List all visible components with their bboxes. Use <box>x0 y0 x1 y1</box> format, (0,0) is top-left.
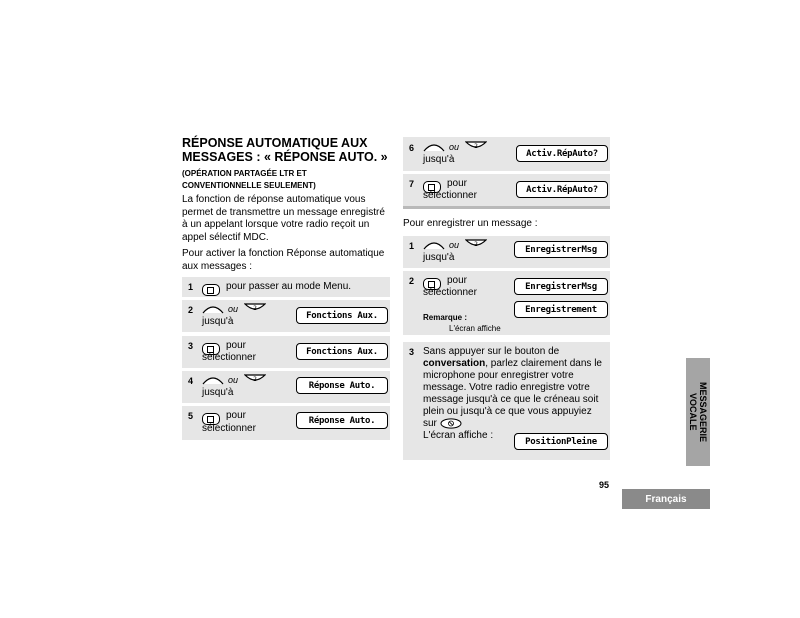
step-text: pour passer au mode Menu. <box>226 281 352 292</box>
ou-text: ou <box>228 304 239 314</box>
step-3-line-rest: , parlez clairement dans le <box>485 358 602 369</box>
step-3-line: L'écran affiche : <box>423 430 494 442</box>
cancel-key-icon <box>440 418 462 429</box>
step-row-6 <box>403 137 610 171</box>
scroll-down-key-icon <box>465 239 487 249</box>
step-number: 4 <box>188 376 194 386</box>
step-3-line: microphone pour enregistrer votre <box>423 370 574 381</box>
conversation-keyword: conversation <box>423 358 486 369</box>
step-text: jusqu'à <box>202 316 234 327</box>
lcd-display: EnregistrerMsg <box>514 278 608 295</box>
note-label: Remarque : <box>423 313 468 322</box>
menu-select-key-icon <box>202 281 220 299</box>
step-text: pour <box>447 275 468 286</box>
svg-text:2: 2 <box>253 376 257 383</box>
section-title <box>182 136 397 164</box>
activate-line: Pour activer la fonction Réponse automatique <box>182 248 385 259</box>
title-line-2: MESSAGES : « RÉPONSE AUTO. » <box>182 150 388 164</box>
svg-text:2: 2 <box>474 241 478 248</box>
step-number: 3 <box>188 341 194 351</box>
activate-line: aux messages : <box>182 260 253 272</box>
step-text: pour <box>447 178 468 189</box>
step-text: sélectionner <box>202 352 256 363</box>
page-number: 95 <box>599 480 610 490</box>
title-line-1: RÉPONSE AUTOMATIQUE AUX <box>182 136 368 150</box>
record-step-2 <box>403 271 610 335</box>
side-tab-line-2: VOCALE <box>688 393 698 431</box>
step-row-3 <box>182 336 390 368</box>
language-tab: Français <box>622 489 710 509</box>
step-number: 1 <box>409 241 415 251</box>
step-row-4 <box>182 371 390 403</box>
step-number: 6 <box>409 143 415 153</box>
ou-text: ou <box>228 375 239 385</box>
intro-line: à un appelant lorsque votre radio reçoit un <box>182 219 370 230</box>
intro-line: appel sélectif MDC. <box>182 231 269 243</box>
scroll-up-key-icon <box>423 142 445 152</box>
side-tab-line-1: MESSAGERIE <box>698 381 708 442</box>
lcd-display: Fonctions Aux. <box>296 343 388 360</box>
step-text: sélectionner <box>423 190 477 201</box>
step-text: pour <box>226 340 247 351</box>
scroll-up-key-icon <box>423 240 445 250</box>
step-row-7 <box>403 174 610 206</box>
record-intro: Pour enregistrer un message : <box>403 218 538 229</box>
step-3-line: message jusqu'à ce que le créneau soit <box>423 394 599 405</box>
lcd-display: Activ.RépAuto? <box>516 181 608 198</box>
scroll-down-key-icon <box>465 141 487 151</box>
step-row-1 <box>182 277 390 297</box>
lcd-display: Réponse Auto. <box>296 377 388 394</box>
intro-paragraph <box>182 194 397 244</box>
subtitle-line-2: CONVENTIONNELLE SEULEMENT) <box>182 181 316 190</box>
lcd-display: Réponse Auto. <box>296 412 388 429</box>
step-number: 1 <box>188 282 194 292</box>
step-text: sélectionner <box>202 423 256 434</box>
lcd-display: Enregistrement <box>514 301 608 318</box>
step-text: pour <box>226 410 247 421</box>
intro-line: La fonction de réponse automatique vous <box>182 194 366 205</box>
step-text: jusqu'à <box>423 252 455 263</box>
chapter-side-tab <box>686 358 710 466</box>
step-3-sur: sur <box>423 418 437 430</box>
step-text: jusqu'à <box>423 154 455 165</box>
step-number: 2 <box>409 276 415 286</box>
step-3-line <box>423 358 609 370</box>
subtitle-line-1: (OPÉRATION PARTAGÉE LTR ET <box>182 169 307 178</box>
step-3-line: Sans appuyer sur le bouton de <box>423 346 560 357</box>
scroll-down-key-icon <box>244 374 266 384</box>
step-3-line <box>423 418 609 430</box>
step-number: 7 <box>409 179 415 189</box>
section-subtitle <box>182 168 397 192</box>
step-3-line: message. Votre radio enregistre votre <box>423 382 590 393</box>
note-text: L'écran affiche <box>449 324 501 333</box>
scroll-down-key-icon <box>244 303 266 313</box>
step-text: jusqu'à <box>202 387 234 398</box>
lcd-display: EnregistrerMsg <box>514 241 608 258</box>
step-3-text <box>423 346 609 442</box>
svg-text:2: 2 <box>474 143 478 150</box>
lcd-display: Activ.RépAuto? <box>516 145 608 162</box>
step-number: 3 <box>409 347 415 357</box>
record-step-1 <box>403 236 610 268</box>
step-number: 5 <box>188 411 194 421</box>
step-number: 2 <box>188 305 194 315</box>
record-step-3 <box>403 342 610 460</box>
scroll-up-key-icon <box>202 375 224 385</box>
activate-paragraph <box>182 248 397 273</box>
step-text: sélectionner <box>423 287 477 298</box>
section-divider <box>403 206 610 209</box>
lcd-display: PositionPleine <box>514 433 608 450</box>
ou-text: ou <box>449 142 460 152</box>
svg-text:2: 2 <box>253 305 257 312</box>
step-row-2 <box>182 300 390 332</box>
step-3-line: plein ou jusqu'à ce que vous appuyiez <box>423 406 592 417</box>
lcd-display: Fonctions Aux. <box>296 307 388 324</box>
step-row-5 <box>182 406 390 440</box>
intro-line: permet de transmettre un message enregistré <box>182 206 385 218</box>
scroll-up-key-icon <box>202 304 224 314</box>
ou-text: ou <box>449 240 460 250</box>
